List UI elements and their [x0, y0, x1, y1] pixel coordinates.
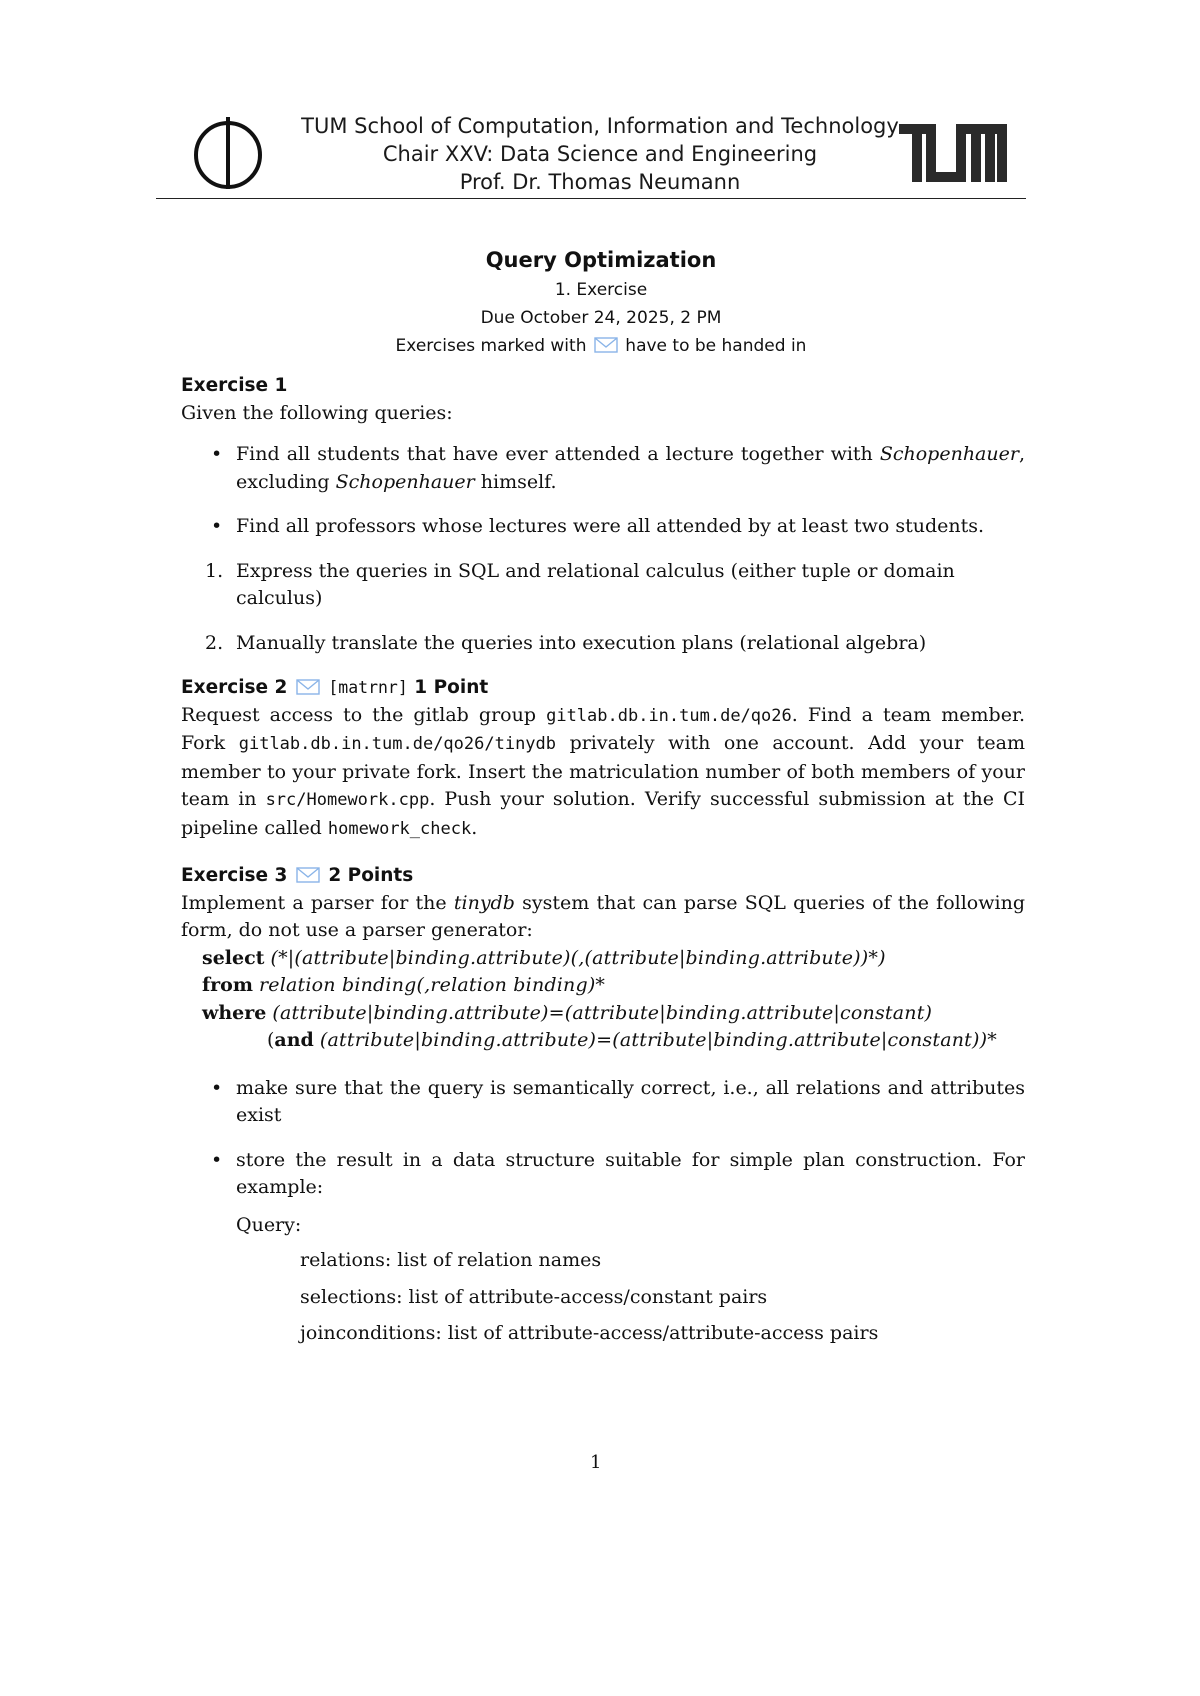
list-item: 1. Express the queries in SQL and relational calculus (either tuple or domain calculus) [205, 559, 955, 609]
informatics-logo [192, 115, 264, 191]
due-date: Due October 24, 2025, 2 PM [480, 308, 722, 328]
grammar-select: select (*|(attribute|binding.attribute)(,(attribute|binding.attribute))*) [202, 946, 886, 969]
list-item: • Find all students that have ever attended a lecture together with Schopenhauer, excluding Schopenhauer himself. [181, 441, 1025, 496]
list-item: • store the result in a data structure suitable for simple plan construction. For example: Query: relations: list of relation names selections: list of attribute-access/constant pairs joinconditions: list of attribute-access/attribute-access pairs [181, 1147, 1025, 1348]
list-item: • Find all professors whose lectures were all attended by at least two students. [181, 513, 1025, 541]
exercise-1-heading: Exercise 1 [181, 375, 288, 396]
exercise-number: 1. Exercise [554, 280, 648, 300]
ds-relations: relations: list of relation names [300, 1249, 602, 1271]
handin-note: Exercises marked with have to be handed in [395, 336, 807, 356]
header-professor: Prof. Dr. Thomas Neumann [459, 170, 741, 194]
envelope-icon [296, 679, 320, 695]
exercise-sheet-content [181, 372, 1025, 1365]
header-text [280, 112, 920, 196]
exercise-1-intro: Given the following queries: [181, 401, 453, 424]
header-chair: Chair XXV: Data Science and Engineering [382, 142, 818, 166]
grammar-and: (and (attribute|binding.attribute)=(attribute|binding.attribute|constant))* [267, 1029, 997, 1051]
exercise-3-requirements [181, 1075, 1025, 1348]
exercise-3-heading: Exercise 3 2 Points [181, 865, 414, 886]
exercise-2-text: Request access to the gitlab group gitlab.db.in.tum.de/qo26. Find a team member. Fork gitlab.db.in.tum.de/qo26/tinydb privately with one account. Add your team member to your private fork. Insert the matriculation number of both members of your team in src/Homework.cpp. Push your solution. Verify successful submission at the CI pipeline called homework_check. [181, 703, 1025, 839]
query-label: Query: [236, 1213, 302, 1236]
list-item: • make sure that the query is semantically correct, i.e., all relations and attributes exist [181, 1075, 1025, 1130]
exercise-1-query-list [181, 441, 1025, 541]
header-rule [156, 198, 1026, 199]
header-school: TUM School of Computation, Information and Technology [301, 114, 899, 138]
exercise-1-task-list [181, 558, 1025, 658]
grammar-from: from relation binding(,relation binding)* [202, 974, 606, 996]
list-item: 2. Manually translate the queries into execution plans (relational algebra) [205, 631, 927, 654]
envelope-icon [594, 337, 618, 353]
ds-joinconditions: joinconditions: list of attribute-access/attribute-access pairs [300, 1322, 879, 1344]
title-block [156, 244, 1046, 360]
ds-selections: selections: list of attribute-access/constant pairs [300, 1285, 768, 1308]
course-title: Query Optimization [485, 248, 717, 272]
tum-logo [899, 124, 1007, 182]
data-structure-list [300, 1247, 1025, 1348]
envelope-icon [296, 867, 320, 883]
grammar-where: where (attribute|binding.attribute)=(attribute|binding.attribute|constant) [202, 1001, 933, 1024]
exercise-2-heading: Exercise 2 [matrnr] 1 Point [181, 677, 489, 698]
exercise-3-intro: Implement a parser for the tinydb system that can parse SQL queries of the following form, do not use a parser generator: [181, 891, 1025, 941]
sql-grammar [202, 945, 1025, 1055]
page-number: 1 [590, 1452, 602, 1473]
